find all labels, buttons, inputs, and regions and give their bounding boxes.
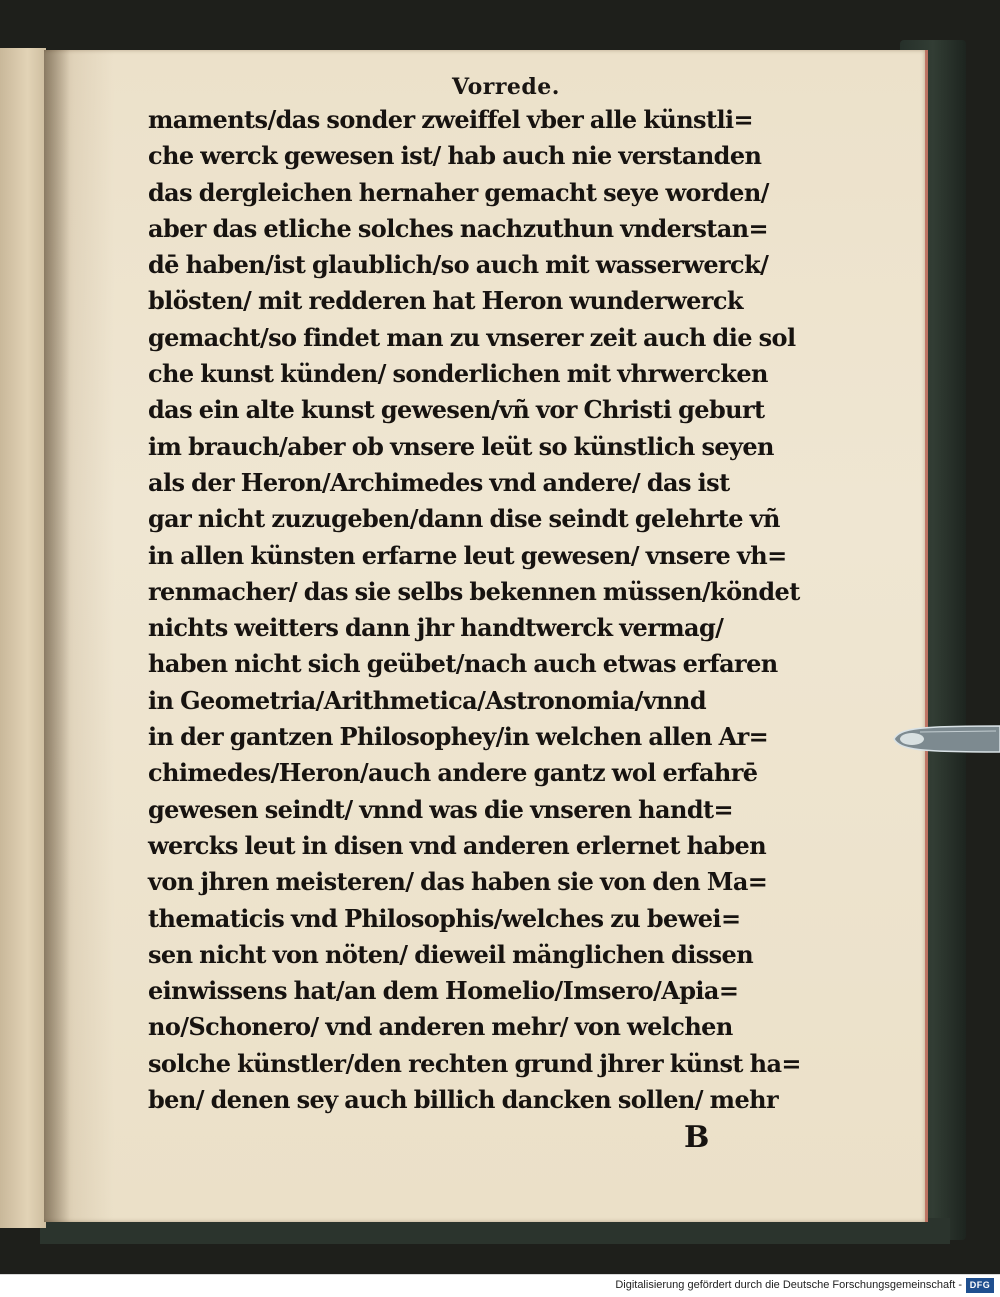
text-line: renmacher/ das sie selbs bekennen müssen/köndet: [148, 576, 800, 606]
text-line: dē haben/ist glaublich/so auch mit wasserwerck/: [148, 250, 769, 280]
running-header: Vorrede.: [452, 74, 560, 100]
text-line: no/Schonero/ vnd anderen mehr/ von welchen: [148, 1012, 733, 1042]
text-line: blösten/ mit redderen hat Heron wunderwerck: [148, 286, 743, 316]
text-line: solche künstler/den rechten grund jhrer künst ha=: [148, 1048, 801, 1078]
book-page: [44, 50, 928, 1222]
text-line: maments/das sonder zweiffel vber alle künstli=: [148, 105, 753, 134]
text-line: das dergleichen hernaher gemacht seye worden/: [148, 177, 769, 207]
text-line: aber das etliche solches nachzuthun vnderstan=: [148, 213, 769, 243]
text-line: gemacht/so findet man zu vnserer zeit auch die sol: [148, 322, 796, 352]
signature-mark: B: [684, 1120, 710, 1155]
previous-page-edge: [0, 48, 46, 1228]
text-line: als der Heron/Archimedes vnd andere/ das ist: [148, 467, 730, 497]
text-line: sen nicht von nöten/ dieweil mänglichen dissen: [148, 939, 754, 969]
footer-bar: [0, 1274, 1000, 1297]
text-line: das ein alte kunst gewesen/vñ vor Christi geburt: [148, 395, 765, 425]
page-body-text: [148, 102, 808, 1118]
text-line: che werck gewesen ist/ hab auch nie verstanden: [148, 141, 762, 171]
funding-credit: Digitalisierung gefördert durch die Deutsche Forschungsgemeinschaft -: [615, 1279, 962, 1291]
text-line: einwissens hat/an dem Homelio/Imsero/Apia=: [148, 976, 739, 1006]
dfg-logo-icon[interactable]: DFG: [966, 1278, 994, 1293]
text-line: in allen künsten erfarne leut gewesen/ vnsere vh=: [148, 540, 787, 570]
text-line: gewesen seindt/ vnnd was die vnseren handt=: [148, 794, 734, 824]
page-edge-red: [925, 50, 928, 1222]
text-line: haben nicht sich geübet/nach auch etwas erfaren: [148, 649, 778, 679]
text-line: gar nicht zuzugeben/dann dise seindt gelehrte vñ: [148, 504, 780, 534]
text-line: ben/ denen sey auch billich dancken sollen/ mehr: [148, 1085, 779, 1115]
text-line: wercks leut in disen vnd anderen erlernet haben: [148, 830, 767, 860]
text-line: chimedes/Heron/auch andere gantz wol erfahrē: [148, 758, 758, 788]
bookmark-pointer-icon[interactable]: [890, 720, 1000, 758]
text-line: nichts weitters dann jhr handtwerck vermag/: [148, 613, 724, 643]
text-line: von jhren meisteren/ das haben sie von den Ma=: [148, 867, 768, 897]
text-line: in der gantzen Philosophey/in welchen allen Ar=: [148, 722, 769, 752]
text-line: thematicis vnd Philosophis/welches zu bewei=: [148, 903, 741, 933]
gutter-shadow: [44, 50, 70, 1222]
text-line: in Geometria/Arithmetica/Astronomia/vnnd: [148, 685, 707, 715]
text-line: che kunst künden/ sonderlichen mit vhrwercken: [148, 359, 768, 389]
text-line: im brauch/aber ob vnsere leüt so künstlich seyen: [148, 431, 774, 461]
